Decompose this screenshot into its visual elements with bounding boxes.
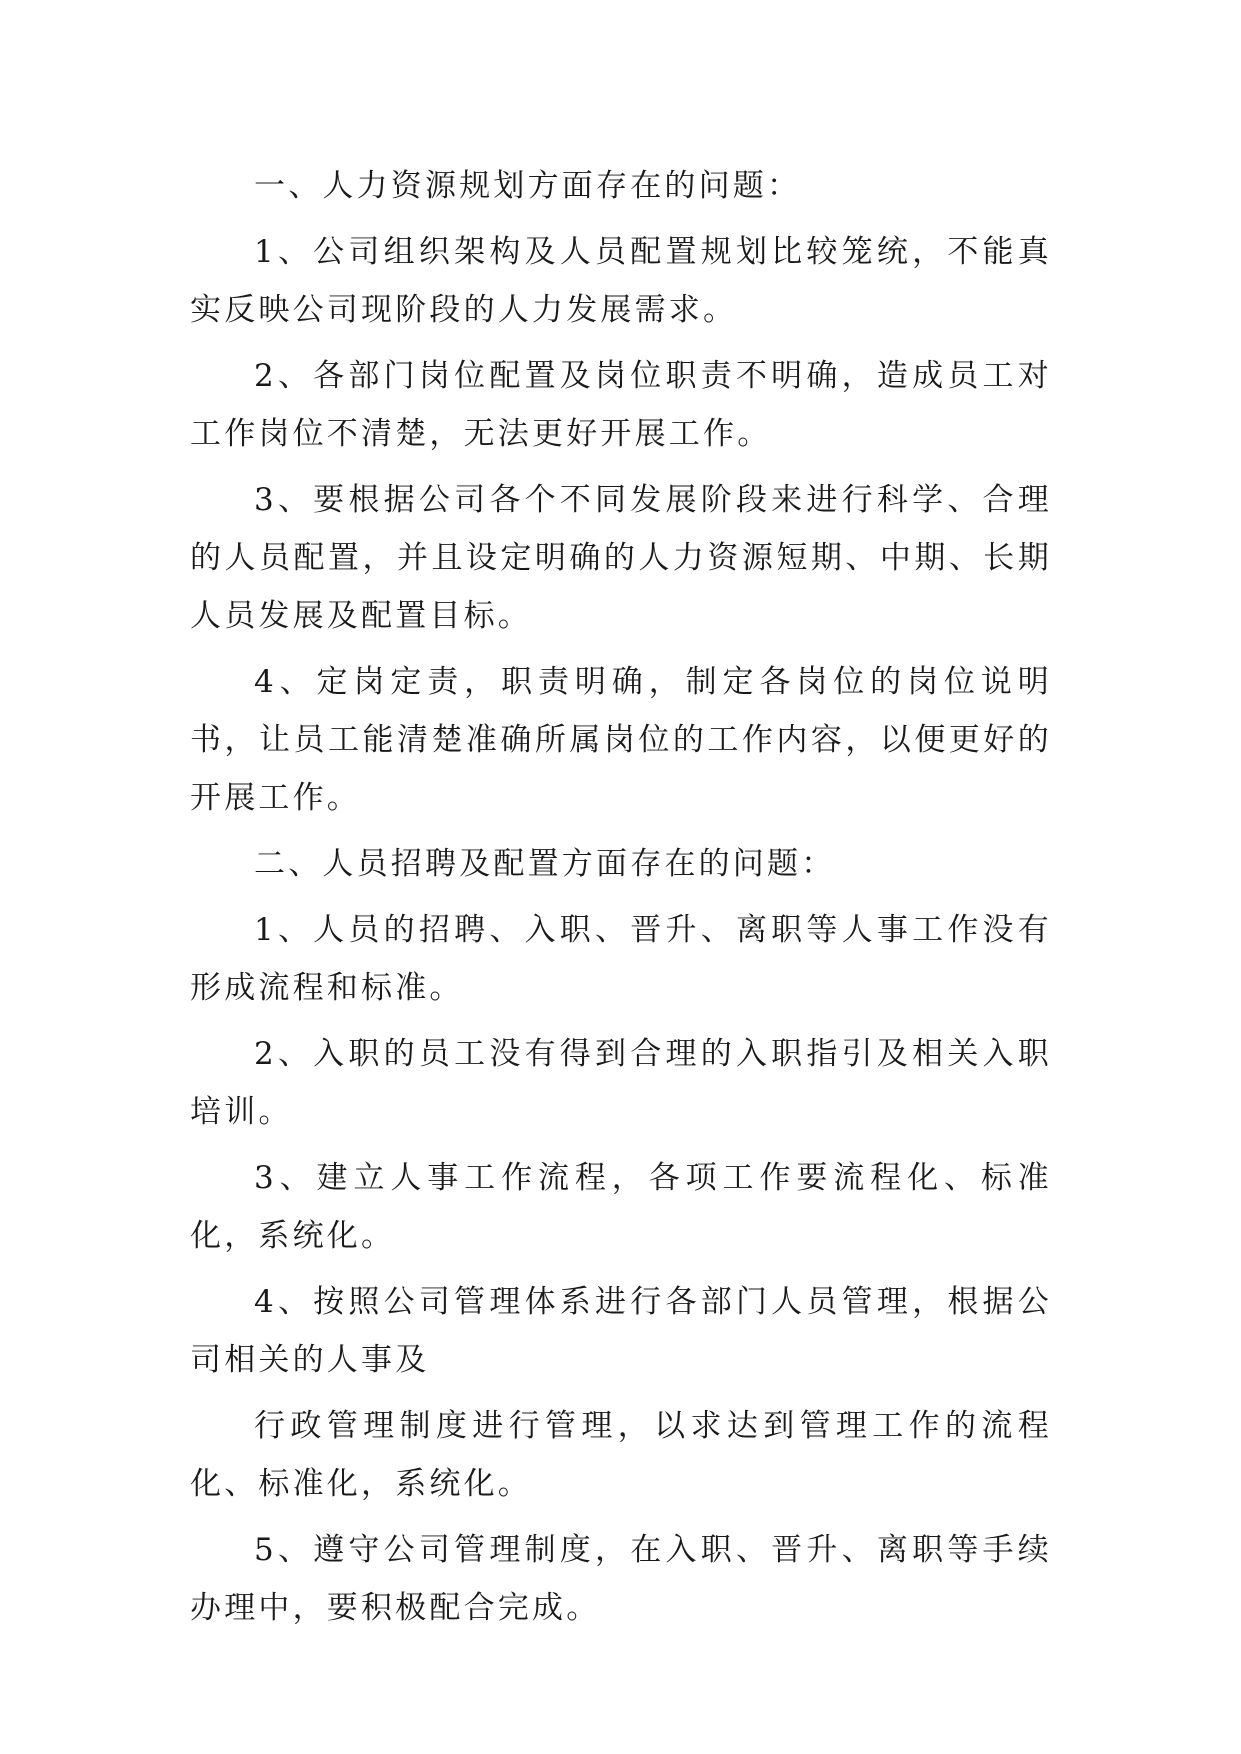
paragraph-1-4: 4、定岗定责，职责明确，制定各岗位的岗位说明书，让员工能清楚准确所属岗位的工作内容，以便更好的开展工作。 — [190, 664, 1052, 816]
paragraph-2-4-continued: 行政管理制度进行管理，以求达到管理工作的流程化、标准化，系统化。 — [190, 1408, 1052, 1502]
section-heading-1: 一、人力资源规划方面存在的问题： — [254, 168, 802, 204]
document-body — [190, 157, 1052, 1645]
paragraph-2-5: 5、遵守公司管理制度，在入职、晋升、离职等手续办理中，要积极配合完成。 — [190, 1532, 1052, 1626]
paragraph-2-4: 4、按照公司管理体系进行各部门人员管理，根据公司相关的人事及 — [190, 1284, 1052, 1378]
paragraph-1-1: 1、公司组织架构及人员配置规划比较笼统，不能真实反映公司现阶段的人力发展需求。 — [190, 234, 1052, 328]
paragraph-1-3: 3、要根据公司各个不同发展阶段来进行科学、合理的人员配置，并且设定明确的人力资源短期、中期、长期人员发展及配置目标。 — [190, 482, 1052, 634]
paragraph-1-2: 2、各部门岗位配置及岗位职责不明确，造成员工对工作岗位不清楚，无法更好开展工作。 — [190, 358, 1052, 452]
paragraph-2-1: 1、人员的招聘、入职、晋升、离职等人事工作没有形成流程和标准。 — [190, 912, 1052, 1006]
section-heading-2: 二、人员招聘及配置方面存在的问题： — [254, 846, 836, 882]
paragraph-2-3: 3、建立人事工作流程，各项工作要流程化、标准化，系统化。 — [190, 1160, 1052, 1254]
paragraph-2-2: 2、入职的员工没有得到合理的入职指引及相关入职培训。 — [190, 1036, 1052, 1130]
